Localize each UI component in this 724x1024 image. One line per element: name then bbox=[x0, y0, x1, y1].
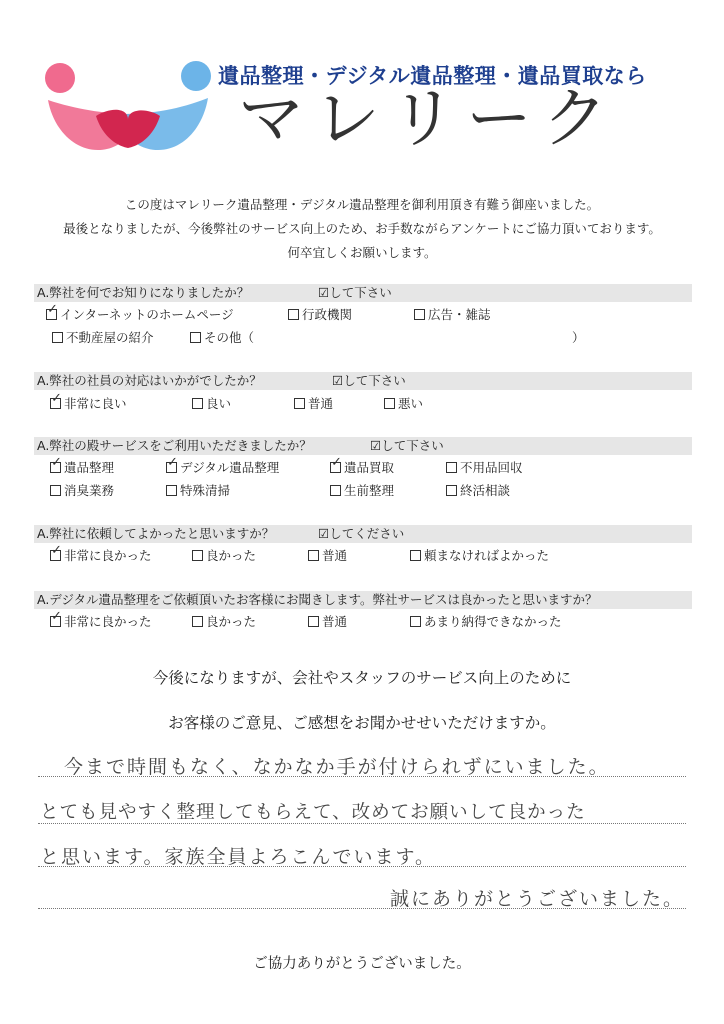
checkbox-icon[interactable] bbox=[414, 309, 425, 320]
q4-question: A.弊社に依頼してよかったと思いますか？ bbox=[37, 526, 275, 541]
q3-option-junk-removal[interactable]: 不用品回収 bbox=[446, 460, 523, 476]
q3-option-digital-cleanup[interactable]: ✓ デジタル遺品整理 bbox=[166, 460, 279, 476]
checkbox-checked-icon[interactable] bbox=[330, 462, 341, 473]
intro-line-3: 何卒宜しくお願いします。 bbox=[287, 245, 437, 260]
checkbox-icon[interactable] bbox=[410, 616, 421, 627]
q3-option-end-of-life[interactable]: 終活相談 bbox=[446, 483, 510, 499]
checkbox-checked-icon[interactable] bbox=[46, 309, 57, 320]
q1-question: A.弊社を何でお知りになりましたか？ bbox=[37, 285, 250, 300]
q3-instruction: ☑して下さい bbox=[370, 438, 444, 453]
q2-question: A.弊社の社員の対応はいかがでしたか？ bbox=[37, 373, 262, 388]
q1-option-internet[interactable]: ✓インターネットのホームページ bbox=[46, 307, 234, 323]
logo-right-dot bbox=[181, 61, 211, 91]
q3-option-special-cleaning[interactable]: 特殊清掃 bbox=[166, 483, 230, 499]
tagline: 遺品整理・デジタル遺品整理・遺品買取なら bbox=[218, 64, 647, 88]
checkbox-checked-icon[interactable] bbox=[166, 462, 177, 473]
checkbox-icon[interactable] bbox=[308, 550, 319, 561]
q5-bar bbox=[34, 591, 692, 609]
checkbox-icon[interactable] bbox=[446, 462, 457, 473]
checkbox-icon[interactable] bbox=[192, 616, 203, 627]
checkbox-icon[interactable] bbox=[190, 332, 201, 343]
q4-bar bbox=[34, 525, 692, 543]
q5-option-normal[interactable]: 普通 bbox=[308, 614, 347, 630]
q4-option-good[interactable]: 良かった bbox=[192, 548, 256, 564]
q1-instruction: ☑して下さい bbox=[318, 285, 392, 300]
q4-option-regret[interactable]: 頼まなければよかった bbox=[410, 548, 549, 564]
thanks-message: ご協力ありがとうございました。 bbox=[253, 956, 471, 972]
q2-option-good[interactable]: 良い bbox=[192, 396, 231, 412]
q2-option-very-good[interactable]: ✓非常に良い bbox=[50, 396, 127, 412]
q5-option-very-good[interactable]: ✓非常に良かった bbox=[50, 614, 152, 630]
handwritten-comment-2: とても見やすく整理してもらえて、改めてお願いして良かった bbox=[40, 802, 586, 823]
q2-option-bad[interactable]: 悪い bbox=[384, 396, 423, 412]
q3-option-estate-cleanup[interactable]: ✓遺品整理 bbox=[50, 460, 114, 476]
comment-prompt-2: お客様のご意見、ご感想をお聞かせせいただけますか。 bbox=[168, 714, 556, 732]
checkbox-checked-icon[interactable] bbox=[50, 550, 61, 561]
q4-instruction: ☑してください bbox=[318, 526, 405, 541]
checkbox-icon[interactable] bbox=[330, 485, 341, 496]
q3-option-deodorize[interactable]: 消臭業務 bbox=[50, 483, 114, 499]
checkbox-icon[interactable] bbox=[384, 398, 395, 409]
marereek-logo bbox=[38, 58, 218, 158]
q5-option-not-satisfied[interactable]: あまり納得できなかった bbox=[410, 614, 562, 630]
comment-prompt-1: 今後になりますが、会社やスタッフのサービス向上のために bbox=[152, 669, 572, 687]
handwritten-comment-1: 今まで時間もなく、なかなか手が付けられずにいました。 bbox=[64, 756, 610, 778]
checkbox-checked-icon[interactable] bbox=[50, 616, 61, 627]
logo-left-dot bbox=[45, 63, 75, 93]
q5-question: A.デジタル遺品整理をご依頼頂いたお客様にお聞きします。弊社サービスは良かったと思いますか？ bbox=[37, 592, 598, 607]
checkbox-icon[interactable] bbox=[308, 616, 319, 627]
q3-option-purchase[interactable]: ✓ 遺品買取 bbox=[330, 460, 394, 476]
intro-line-1: この度はマレリーク遺品整理・デジタル遺品整理を御利用頂き有難う御座いました。 bbox=[124, 197, 600, 212]
q1-option-realestate[interactable]: 不動産屋の紹介 bbox=[52, 330, 154, 346]
q5-option-good[interactable]: 良かった bbox=[192, 614, 256, 630]
checkbox-checked-icon[interactable] bbox=[50, 462, 61, 473]
checkbox-checked-icon[interactable] bbox=[50, 398, 61, 409]
checkbox-icon[interactable] bbox=[294, 398, 305, 409]
q2-option-normal[interactable]: 普通 bbox=[294, 396, 333, 412]
handwritten-comment-3: と思います。家族全員よろこんでいます。 bbox=[40, 846, 436, 868]
q2-bar bbox=[34, 372, 692, 390]
q4-option-normal[interactable]: 普通 bbox=[308, 548, 347, 564]
q3-question: A.弊社の殿サービスをご利用いただきましたか？ bbox=[37, 438, 312, 453]
q1-option-advertising[interactable]: 広告・雑誌 bbox=[414, 307, 491, 323]
checkbox-icon[interactable] bbox=[446, 485, 457, 496]
q2-instruction: ☑して下さい bbox=[332, 373, 406, 388]
checkbox-icon[interactable] bbox=[410, 550, 421, 561]
checkbox-icon[interactable] bbox=[166, 485, 177, 496]
checkbox-icon[interactable] bbox=[288, 309, 299, 320]
q4-option-very-good[interactable]: ✓非常に良かった bbox=[50, 548, 152, 564]
checkbox-icon[interactable] bbox=[52, 332, 63, 343]
q3-bar bbox=[34, 437, 692, 455]
checkbox-icon[interactable] bbox=[192, 398, 203, 409]
brand-name: マレリーク bbox=[238, 80, 618, 157]
q3-option-pre-death-cleanup[interactable]: 生前整理 bbox=[330, 483, 394, 499]
checkbox-icon[interactable] bbox=[50, 485, 61, 496]
q1-option-other[interactable]: その他（ bbox=[190, 330, 254, 346]
intro-line-2: 最後となりましたが、今後弊社のサービス向上のため、お手数ながらアンケートにご協力頂いております。 bbox=[63, 221, 661, 236]
q1-option-government[interactable]: 行政機関 bbox=[288, 307, 352, 323]
checkbox-icon[interactable] bbox=[192, 550, 203, 561]
q1-bar bbox=[34, 284, 692, 302]
handwritten-comment-4: 誠にありがとうございました。 bbox=[390, 888, 685, 910]
q1-other-close-paren: ） bbox=[572, 330, 585, 345]
